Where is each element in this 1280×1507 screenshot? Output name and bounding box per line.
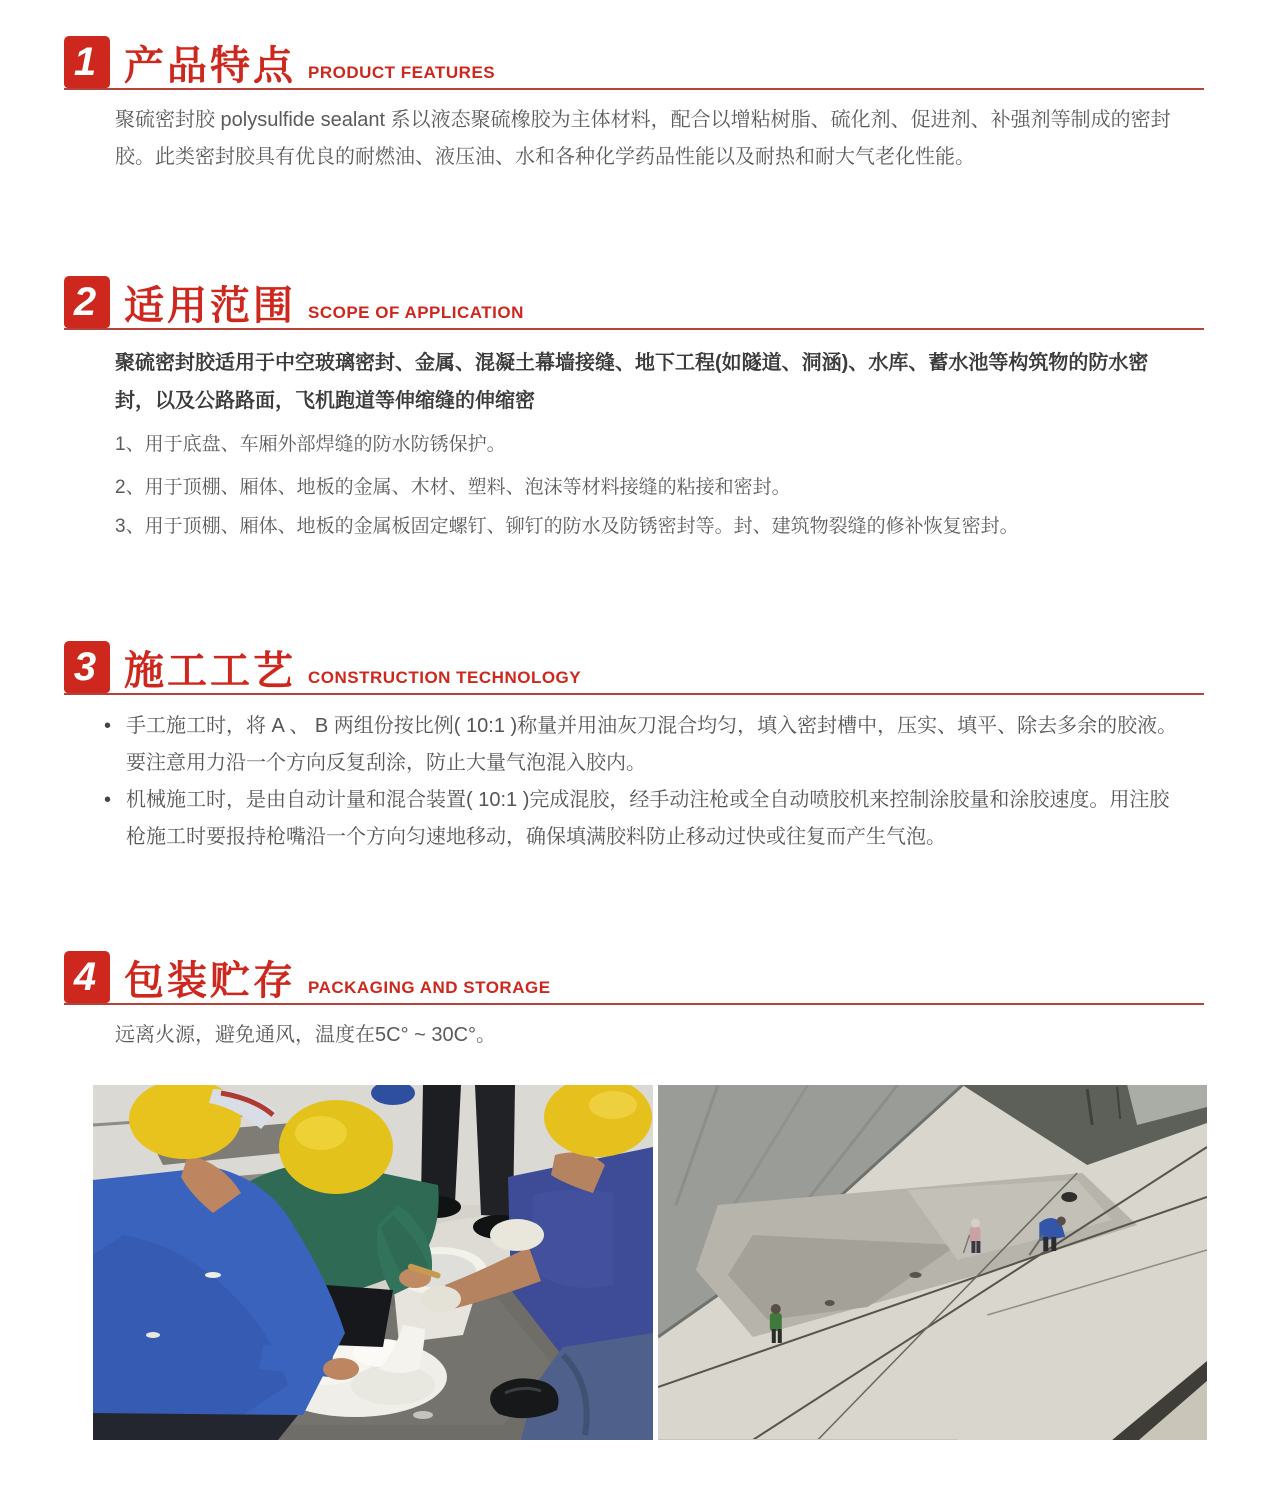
section-title-zh: 产品特点: [124, 44, 296, 88]
section-product-features: [64, 36, 1204, 176]
list-item: 3、用于顶棚、厢体、地板的金属板固定螺钉、铆钉的防水及防锈密封等。封、建筑物裂缝的修补恢复密封。: [115, 516, 1019, 537]
concrete-slope-illustration: [658, 1085, 1207, 1440]
paragraph: 远离火源，避免通风，温度在5C° ~ 30C°。: [115, 1024, 497, 1046]
section-body: [64, 1017, 1204, 1054]
section-number: 3: [73, 645, 97, 689]
section-number: 1: [73, 40, 97, 84]
section-body: [64, 344, 1204, 540]
list-item: 1、用于底盘、车厢外部焊缝的防水防锈保护。: [115, 434, 506, 455]
bullet-text: 机械施工时，是由自动计量和混合装置( 10:1 )完成混胶，经手动注枪或全自动喷胶机来控制涂胶量和涂胶速度。用注胶枪施工时要报持枪嘴沿一个方向匀速地移动，确保填满胶料防止移动过快或往复而产生气泡。: [126, 789, 1170, 848]
section-header: [64, 276, 1204, 330]
section-header: [64, 951, 1204, 1005]
section-title-zh: 包装贮存: [124, 959, 296, 1003]
section-number-badge: [64, 276, 110, 328]
section-number-badge: [64, 951, 110, 1003]
section-header: [64, 36, 1204, 90]
section-scope-of-application: [64, 276, 1204, 553]
section-body: [64, 708, 1204, 856]
section-header: [64, 641, 1204, 695]
section-title-en: SCOPE OF APPLICATION: [308, 303, 524, 322]
bullet-list: [104, 708, 1182, 856]
section-title-en: CONSTRUCTION TECHNOLOGY: [308, 668, 582, 687]
lead-paragraph: 聚硫密封胶适用于中空玻璃密封、金属、混凝土幕墙接缝、地下工程(如隧道、洞涵)、水库、蓄水池等构筑物的防水密封，以及公路路面，飞机跑道等伸缩缝的伸缩密: [115, 352, 1149, 412]
section-number: 4: [73, 955, 97, 999]
application-list: [115, 432, 1182, 540]
workers-mixing-sealant-illustration: [93, 1085, 653, 1440]
workers-mixing-sealant-photo: [93, 1085, 653, 1440]
photo-row: [93, 1085, 1207, 1440]
section-title-zh: 适用范围: [124, 284, 296, 328]
section-title-zh: 施工工艺: [124, 649, 296, 693]
section-number-badge: [64, 36, 110, 88]
section-title-en: PRODUCT FEATURES: [308, 63, 496, 82]
section-number-badge: [64, 641, 110, 693]
section-title-en: PACKAGING AND STORAGE: [308, 978, 551, 997]
bullet-item: [104, 708, 1182, 782]
paragraph: 聚硫密封胶 polysulfide sealant 系以液态聚硫橡胶为主体材料，配合以增粘树脂、硫化剂、促进剂、补强剂等制成的密封胶。此类密封胶具有优良的耐燃油、液压油、水和各种化学药品性能以及耐热和耐大气老化性能。: [115, 109, 1171, 168]
section-number: 2: [73, 280, 97, 324]
list-item: 2、用于顶棚、厢体、地板的金属、木材、塑料、泡沫等材料接缝的粘接和密封。: [115, 477, 791, 498]
section-packaging-and-storage: [64, 951, 1204, 1054]
section-construction-technology: [64, 641, 1204, 856]
bullet-item: [104, 782, 1182, 856]
concrete-slope-joint-sealing-photo: [658, 1085, 1207, 1440]
bullet-icon: •: [104, 715, 112, 737]
bullet-text: 手工施工时，将 A 、 B 两组份按比例( 10:1 )称量并用油灰刀混合均匀，填入密封槽中，压实、填平、除去多余的胶液。要注意用力沿一个方向反复刮涂，防止大量气泡混入胶内。: [126, 715, 1178, 774]
section-body: [64, 102, 1204, 176]
bullet-icon: •: [104, 789, 112, 811]
